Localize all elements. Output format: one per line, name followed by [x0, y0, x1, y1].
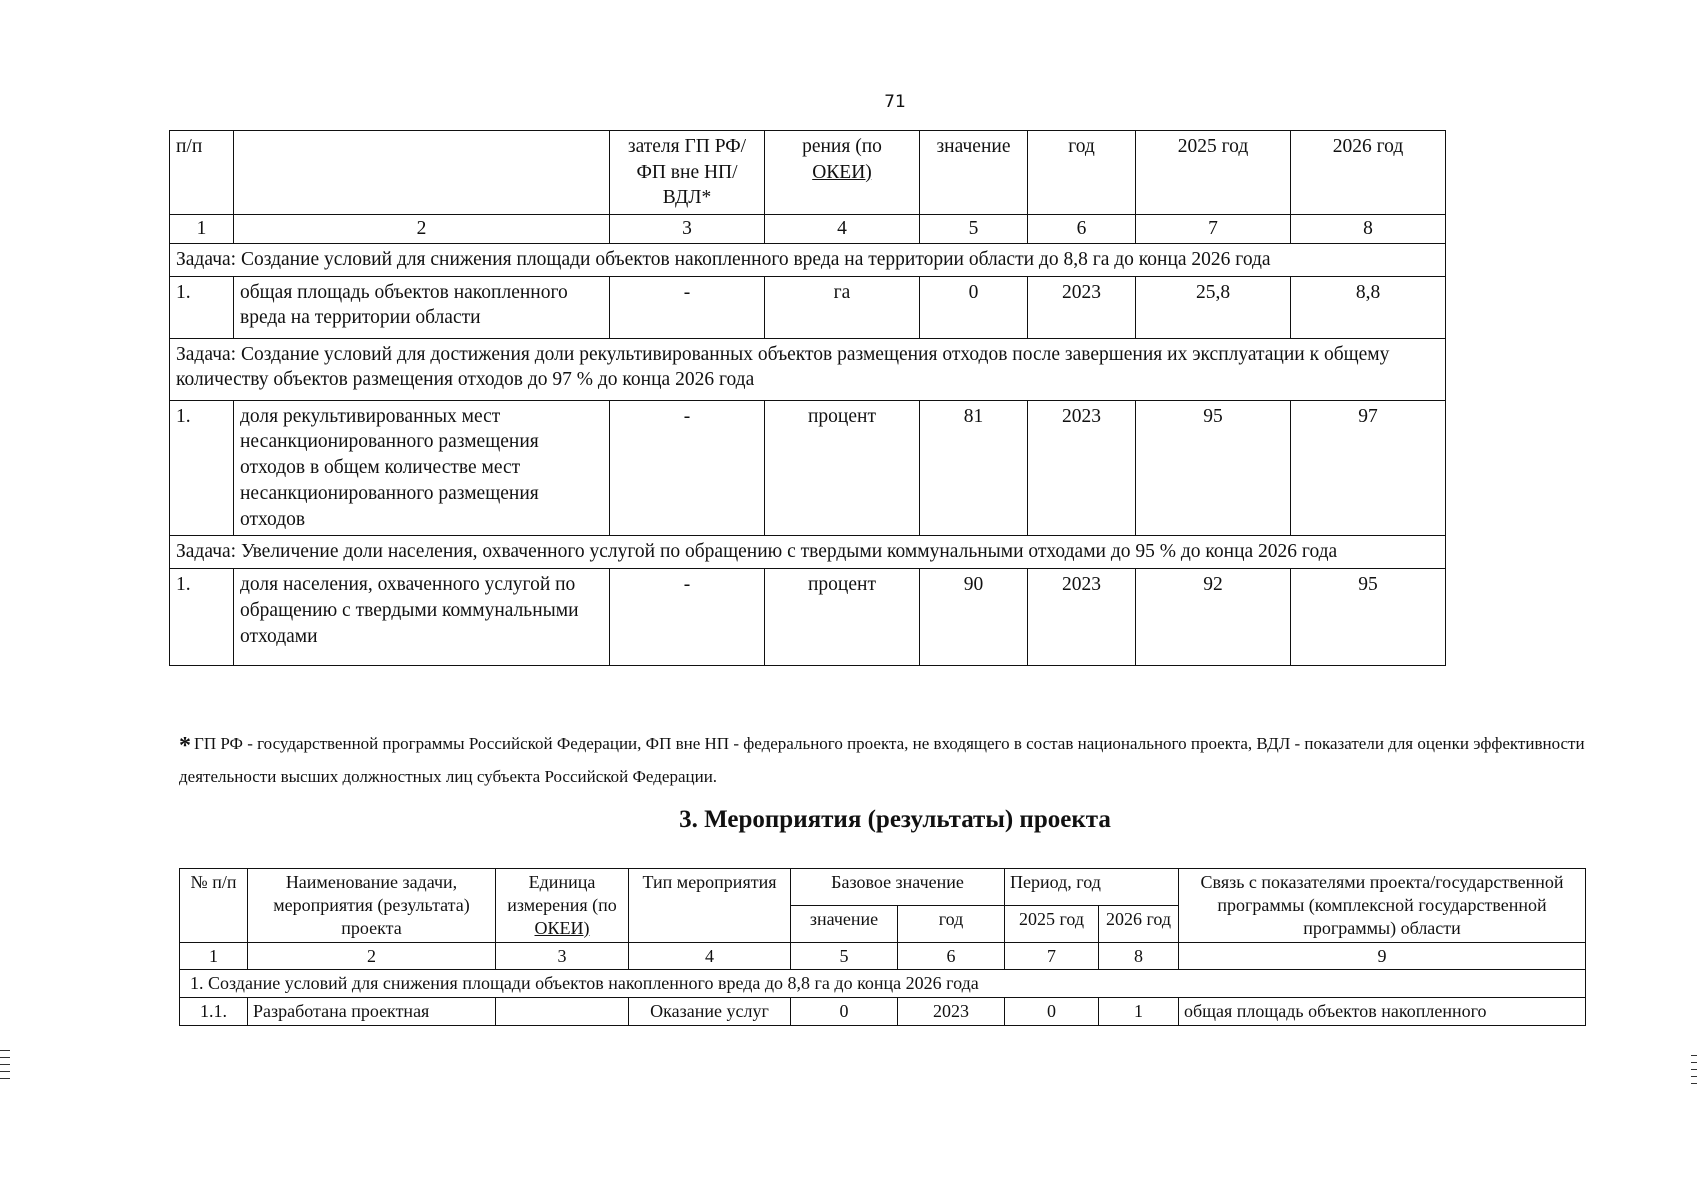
task-row — [180, 970, 1586, 998]
table1-header-row — [170, 131, 1446, 215]
task-row — [170, 243, 1446, 276]
t1-colnum: 4 — [765, 215, 920, 244]
section-title: 3. Мероприятия (результаты) проекта — [679, 806, 1111, 833]
cell-indicator: доля рекультивированных мест несанкционированного размещения отходов в общем количестве мест несанкционированного размещения отходов — [234, 400, 610, 536]
cell-base-year: 2023 — [1028, 569, 1136, 666]
cell-num: 1.1. — [180, 998, 248, 1026]
cell-unit: процент — [765, 400, 920, 536]
cell-2025: 0 — [1005, 998, 1099, 1026]
t1-colnum: 2 — [234, 215, 610, 244]
cell-base-value: 0 — [791, 998, 898, 1026]
t1-h-2026: 2026 год — [1291, 131, 1446, 215]
table-row — [170, 400, 1446, 536]
table-row — [170, 569, 1446, 666]
cell-type: Оказание услуг — [629, 998, 791, 1026]
cell-2026: 97 — [1291, 400, 1446, 536]
t2-h-name: Наименование задачи, мероприятия (результата) проекта — [248, 869, 496, 943]
cell-level: - — [610, 569, 765, 666]
task-text: Задача: Увеличение доли населения, охваченного услугой по обращению с твердыми коммунальными отходами до 95 % до конца 2026 года — [170, 536, 1446, 569]
cell-indicator: общая площадь объектов накопленного вреда на территории области — [234, 276, 610, 338]
t1-colnum: 1 — [170, 215, 234, 244]
t2-h-num: № п/п — [180, 869, 248, 943]
cell-level: - — [610, 276, 765, 338]
activities-table — [179, 868, 1586, 1026]
t2-colnum: 3 — [496, 942, 629, 970]
t1-h-unit-okei: ОКЕИ) — [812, 161, 872, 183]
page-number: 71 — [884, 92, 906, 112]
cell-base-value: 81 — [920, 400, 1028, 536]
t2-colnum: 5 — [791, 942, 898, 970]
t2-h-unit-text: Единица измерения (по — [507, 872, 617, 915]
indicators-table — [169, 130, 1446, 666]
cell-num: 1. — [170, 400, 234, 536]
t2-h-link: Связь с показателями проекта/государственной программы (комплексной государственной программы) области — [1179, 869, 1586, 943]
cell-link: общая площадь объектов накопленного — [1179, 998, 1586, 1026]
t1-colnum: 6 — [1028, 215, 1136, 244]
t1-h-base-year: год — [1028, 131, 1136, 215]
t1-colnum: 7 — [1136, 215, 1291, 244]
cell-base-year: 2023 — [1028, 400, 1136, 536]
t1-h-num: п/п — [170, 131, 234, 215]
t1-h-unit — [765, 131, 920, 215]
t1-colnum: 8 — [1291, 215, 1446, 244]
cell-unit: процент — [765, 569, 920, 666]
task-row — [170, 536, 1446, 569]
table-row — [180, 998, 1586, 1026]
cell-num: 1. — [170, 569, 234, 666]
t2-colnum: 6 — [898, 942, 1005, 970]
cell-indicator: доля населения, охваченного услугой по обращению с твердыми коммунальными отходами — [234, 569, 610, 666]
cell-base-year: 2023 — [898, 998, 1005, 1026]
t2-h-period: Период, год — [1005, 869, 1179, 906]
t2-colnum: 2 — [248, 942, 496, 970]
cell-2026: 1 — [1099, 998, 1179, 1026]
t1-colnum: 3 — [610, 215, 765, 244]
t2-colnum: 1 — [180, 942, 248, 970]
footnote-text: ГП РФ - государственной программы Российской Федерации, ФП вне НП - федерального проекта, не входящего в состав национального проекта, ВДЛ - показатели для оценки эффективности деятельности высших должностных лиц субъекта Российской Федерации. — [179, 734, 1585, 786]
scan-edge-marks-right — [1691, 1055, 1697, 1090]
cell-unit: га — [765, 276, 920, 338]
t1-h-unit-text: рения (по — [802, 136, 882, 157]
cell-base-year: 2023 — [1028, 276, 1136, 338]
task-row — [170, 338, 1446, 400]
t2-h-2025: 2025 год — [1005, 905, 1099, 942]
footnote-star: * — [179, 733, 191, 759]
t1-h-name — [234, 131, 610, 215]
cell-2026: 95 — [1291, 569, 1446, 666]
t2-colnum: 4 — [629, 942, 791, 970]
cell-activity: Разработана проектная — [248, 998, 496, 1026]
task-text: Задача: Создание условий для достижения доли рекультивированных объектов размещения отходов после завершения их эксплуатации к общему количеству объектов размещения отходов до 97 % до конца 2026 года — [170, 338, 1446, 400]
t2-h-base: Базовое значение — [791, 869, 1005, 906]
t1-h-base-value: значение — [920, 131, 1028, 215]
table2-column-numbers — [180, 942, 1586, 970]
t2-colnum: 9 — [1179, 942, 1586, 970]
t2-colnum: 8 — [1099, 942, 1179, 970]
task-text: Задача: Создание условий для снижения площади объектов накопленного вреда на территории области до 8,8 га до конца 2026 года — [170, 243, 1446, 276]
cell-2025: 95 — [1136, 400, 1291, 536]
task-text: 1. Создание условий для снижения площади объектов накопленного вреда до 8,8 га до конца 2026 года — [180, 970, 1586, 998]
t1-h-2025: 2025 год — [1136, 131, 1291, 215]
t2-colnum: 7 — [1005, 942, 1099, 970]
t2-h-base-year: год — [898, 905, 1005, 942]
t2-h-unit-okei: ОКЕИ) — [534, 917, 590, 938]
scan-edge-marks-left — [0, 1050, 10, 1085]
t1-h-level: зателя ГП РФ/ФП вне НП/ВДЛ* — [610, 131, 765, 215]
t2-h-base-value: значение — [791, 905, 898, 942]
t2-h-2026: 2026 год — [1099, 905, 1179, 942]
footnote — [179, 728, 1619, 790]
cell-base-value: 0 — [920, 276, 1028, 338]
t2-h-unit — [496, 869, 629, 943]
cell-base-value: 90 — [920, 569, 1028, 666]
cell-2025: 25,8 — [1136, 276, 1291, 338]
table-row — [170, 276, 1446, 338]
cell-2025: 92 — [1136, 569, 1291, 666]
t2-h-type: Тип мероприятия — [629, 869, 791, 943]
table1-column-numbers — [170, 215, 1446, 244]
cell-2026: 8,8 — [1291, 276, 1446, 338]
cell-unit — [496, 998, 629, 1026]
t1-colnum: 5 — [920, 215, 1028, 244]
cell-num: 1. — [170, 276, 234, 338]
table2-header-row — [180, 869, 1586, 906]
cell-level: - — [610, 400, 765, 536]
